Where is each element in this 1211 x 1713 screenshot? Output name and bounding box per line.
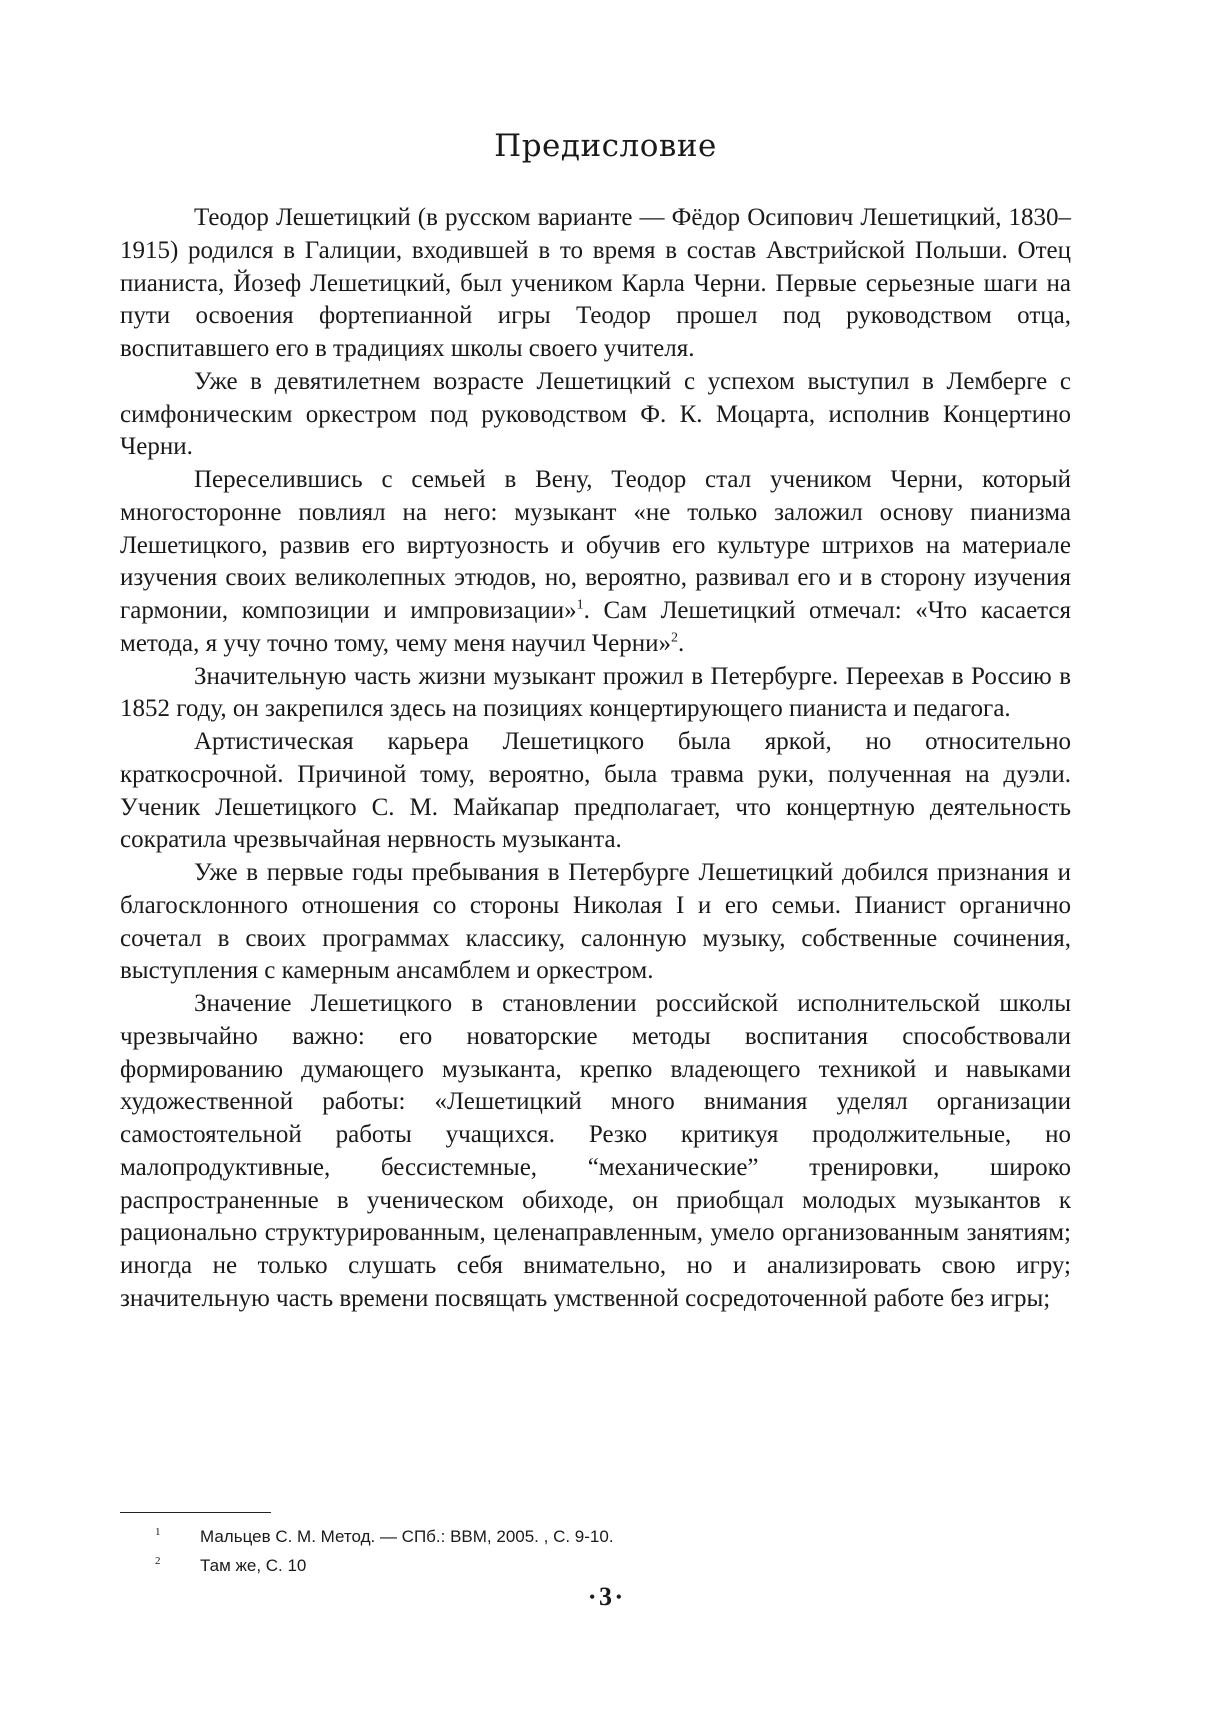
footnote-ref[interactable]: 2 (671, 630, 679, 646)
footnote-text: Мальцев С. М. Метод. — СПб.: ВВМ, 2005. , С. 9-10. (200, 1527, 614, 1546)
paragraph (120, 464, 1071, 661)
paragraph: Артистическая карьера Лешетицкого была яркой, но относительно краткосрочной. Причиной тому, вероятно, была травма руки, полученная на дуэли. Ученик Лешетицкого С. М. Майкапар предполагает, что концертную деятельность сократила чрезвычайная нервность музыканта. (120, 728, 1071, 854)
page-number (0, 1580, 1211, 1615)
body-text (120, 202, 1071, 1316)
bullet-ornament-right: • (616, 1589, 622, 1606)
paragraph: Теодор Лешетицкий (в русском варианте — Фёдор Осипович Лешетицкий, 1830–1915) родился в Галиции, входившей в то время в состав Австрийской Польши. Отец пианиста, Йозеф Лешетицкий, был учеником Карла Черни. Первые серьезные шаги на пути освоения фортепианной игры Теодор прошел под руководством отца, воспитавшего его в традициях школы своего учителя. (120, 204, 1071, 362)
footnotes (120, 1522, 1071, 1580)
paragraph-text: . (678, 629, 685, 657)
paragraph: Значение Лешетицкого в становлении российской исполнительской школы чрезвычайно важно: его новаторские методы воспитания способствовали формированию думающего музыканта, крепко владеющего техникой и навыками художественной работы: «Лешетицкий много внимания уделял организации самостоятельной работы учащихся. Резко критикуя продолжительные, но малопродуктивные, бессистемные, “механические” тренировки, широко распространенные в ученическом обиходе, он приобщал молодых музыкантов к рационально структурированным, целенаправленным, умело организованным занятиям; иногда не только слушать себя внимательно, но и анализировать свою игру; значительную часть времени посвящать умственной сосредоточенной работе без игры; (120, 990, 1071, 1312)
page-number-value: 3 (599, 1582, 612, 1611)
footnote-number: 2 (155, 1555, 161, 1567)
footnote-number: 1 (155, 1526, 161, 1538)
bullet-ornament-left: • (589, 1589, 595, 1606)
paragraph: Уже в первые годы пребывания в Петербурге Лешетицкий добился признания и благосклонного отношения со стороны Николая I и его семьи. Пианист органично сочетал в своих программах классику, салонную музыку, собственные сочинения, выступления с камерным ансамблем и оркестром. (120, 859, 1071, 985)
paragraph-text: Переселившись с семьей в Вену, Теодор стал учеником Черни, который многосторонне повлиял на него: музыкант «не только заложил основу пианизма Лешетицкого, развив его виртуозность и обучив его культуре штрихов на материале изучения своих великолепных этюдов, но, вероятно, развивал его и в сторону изучения гармонии, композиции и импровизации» (120, 466, 1071, 624)
footnote-text: Там же, С. 10 (200, 1556, 307, 1575)
footnote (120, 1551, 1071, 1580)
footnote-divider (120, 1512, 271, 1513)
page-title: Предисловие (494, 128, 717, 164)
footnote-ref[interactable]: 1 (576, 597, 584, 613)
footnote (120, 1522, 1071, 1551)
paragraph: Уже в девятилетнем возрасте Лешетицкий с успехом выступил в Лемберге с симфоническим оркестром под руководством Ф. К. Моцарта, исполнив Концертино Черни. (120, 367, 1071, 461)
paragraph: Значительную часть жизни музыкант прожил в Петербурге. Переехав в Россию в 1852 году, он закрепился здесь на позициях концертирующего пианиста и педагога. (120, 662, 1071, 723)
paragraph-text: . Сам Лешетицкий отмечал: «Что касается метода, я учу точно тому, чему меня научил Черни» (120, 597, 1071, 657)
